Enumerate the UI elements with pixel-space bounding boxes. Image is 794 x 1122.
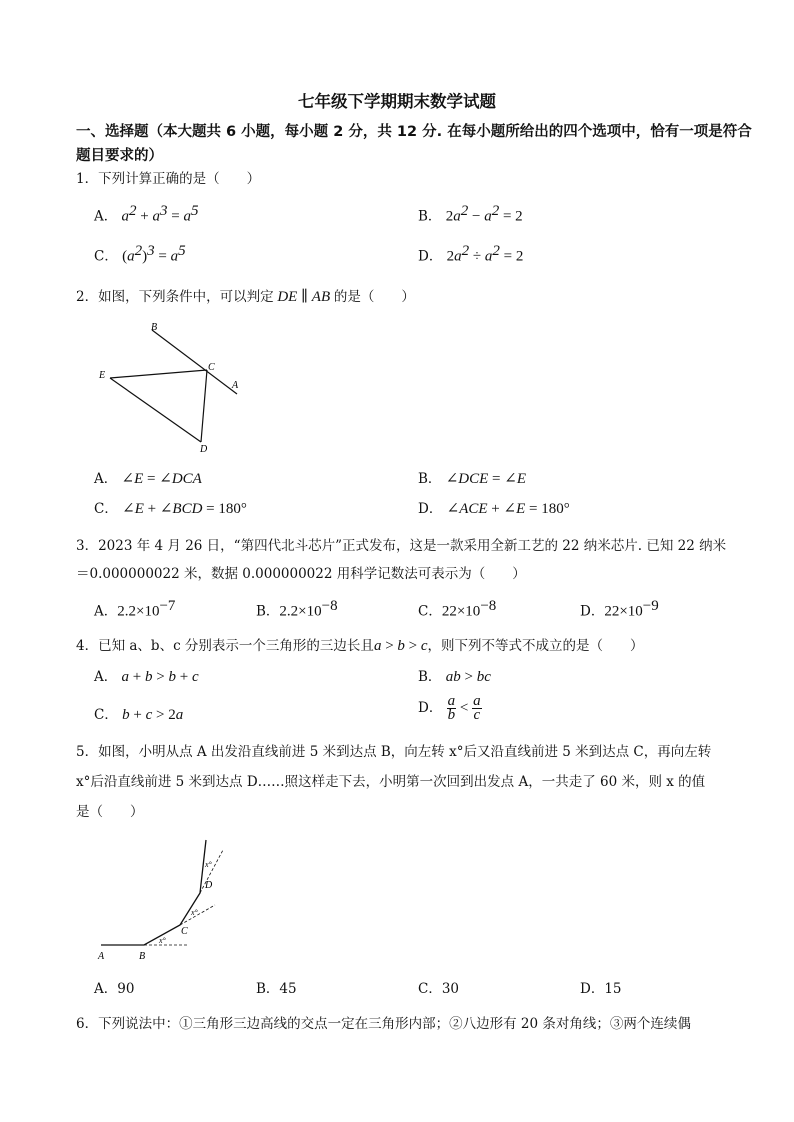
- q5-line-2: x°后沿直线前进 5 米到达点 D……照这样走下去，小明第一次回到出发点 A，一共走了 60 米，则 x 的值: [76, 774, 706, 790]
- q5-line-3: 是（ ）: [76, 804, 144, 820]
- q1-option-b: B． $2a^2 - a^2 = 2$: [418, 203, 523, 225]
- label-c: C: [208, 362, 215, 373]
- segment-ed: [110, 378, 201, 442]
- q1-option-a: A． $a^2 + a^3 = a^5$: [94, 203, 199, 225]
- q5-option-d: D．15: [580, 981, 622, 997]
- q4-option-a: A． a + b > b + c: [94, 669, 199, 685]
- q5-option-a: A．90: [94, 981, 135, 997]
- path-abcd: [101, 840, 206, 945]
- label-d: D: [200, 444, 208, 455]
- q1-option-d: D． $2a^2 \div a^2 = 2$: [418, 243, 524, 265]
- q1-stem: 1．下列计算正确的是（ ）: [76, 171, 261, 187]
- label-a: A: [232, 380, 239, 391]
- q5-option-c: C．30: [418, 981, 460, 997]
- label-c: C: [181, 926, 188, 937]
- angle-label-b: x°: [159, 936, 166, 945]
- exam-title: 七年级下学期期末数学试题: [298, 92, 496, 111]
- label-b: B: [151, 322, 158, 333]
- section-1-heading: 一、选择题（本大题共 6 小题，每小题 2 分，共 12 分. 在每小题所给出的四个选项中，恰有一项是符合题目要求的）: [76, 124, 752, 164]
- q5-line-1: 5．如图，小明从点 A 出发沿直线前进 5 米到达点 B，向左转 x°后又沿直线前进 5 米到达点 C，再向左转: [76, 744, 712, 760]
- q4-option-d: D． $\frac{a}{b}$ < $\frac{a}{c}$: [418, 693, 481, 723]
- label-d: D: [205, 880, 213, 891]
- line-ba: [152, 330, 237, 394]
- angle-label-d: x°: [205, 860, 212, 869]
- q5-figure: [95, 835, 245, 965]
- q3-option-a: A．$2.2\times 10^{-7}$: [94, 598, 176, 620]
- q2-option-d: D． ∠ACE + ∠E = 180°: [418, 501, 570, 517]
- label-a: A: [98, 951, 105, 962]
- q3-line-1: 3．2023 年 4 月 26 日，“第四代北斗芯片”正式发布，这是一款采用全新工艺的 22 纳米芯片. 已知 22 纳米: [76, 538, 727, 554]
- q2-stem: 2．如图，下列条件中，可以判定 DE ∥ AB 的是（ ）: [76, 289, 415, 305]
- q3-option-b: B．$2.2\times 10^{-8}$: [256, 598, 338, 620]
- q2-figure: [95, 318, 255, 458]
- q3-line-2: ＝0.000000022 米，数据 0.000000022 用科学记数法可表示为（ ）: [76, 566, 526, 582]
- q4-option-c: C． b + c > 2a: [94, 707, 184, 723]
- q6-line-1: 6．下列说法中：①三角形三边高线的交点一定在三角形内部；②八边形有 20 条对角线；③两个连续偶: [76, 1016, 691, 1032]
- q2-option-b: B． ∠DCE = ∠E: [418, 471, 526, 487]
- q3-option-c: C．$22\times 10^{-8}$: [418, 598, 497, 620]
- q2-option-a: A． ∠E = ∠DCA: [94, 471, 202, 487]
- label-e: E: [99, 370, 106, 381]
- q1-option-c: C． $(a^2)^3 = a^5$: [94, 243, 186, 265]
- q5-option-b: B．45: [256, 981, 297, 997]
- q4-stem: 4．已知 a、b、c 分别表示一个三角形的三边长且a > b > c，则下列不等式不成立的是（ ）: [76, 638, 644, 654]
- label-b: B: [139, 951, 146, 962]
- angle-label-c: x°: [191, 908, 198, 917]
- q3-option-d: D．$22\times 10^{-9}$: [580, 598, 659, 620]
- q4-option-b: B． ab > bc: [418, 669, 491, 685]
- segment-cd: [201, 370, 207, 442]
- q2-option-c: C． ∠E + ∠BCD = 180°: [94, 501, 247, 517]
- segment-ec: [110, 370, 207, 378]
